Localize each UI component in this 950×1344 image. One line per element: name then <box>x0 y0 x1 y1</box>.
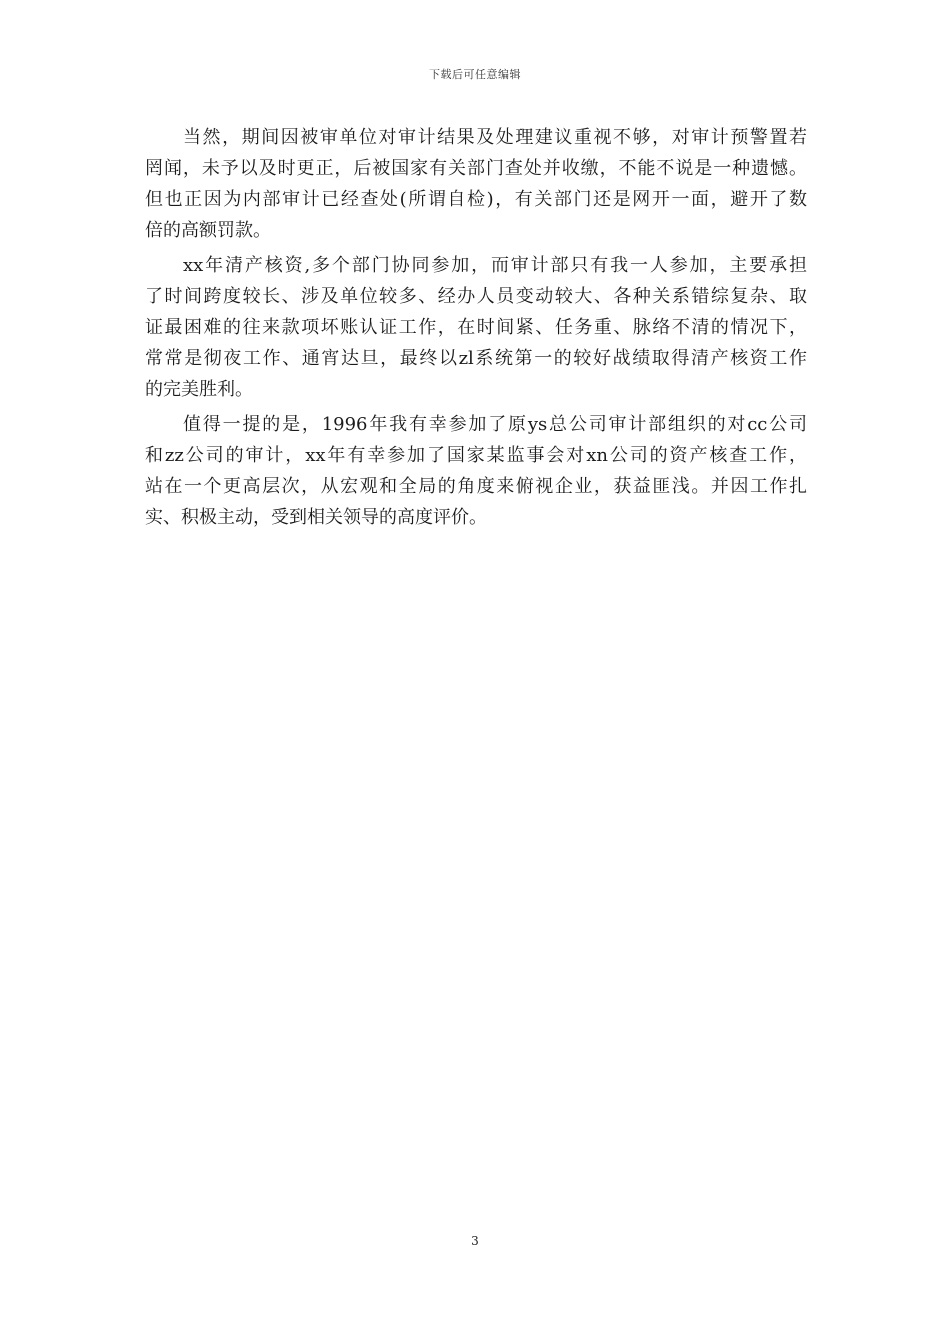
paragraph-3 <box>145 409 807 533</box>
document-body <box>145 122 807 537</box>
paragraph-line: 站在一个更高层次，从宏观和全局的角度来俯视企业，获益匪浅。并因工作扎 <box>145 476 807 497</box>
paragraph-line: 罔闻，未予以及时更正，后被国家有关部门查处并收缴，不能不说是一种遗憾。 <box>145 158 807 179</box>
page-number: 3 <box>471 1234 479 1248</box>
paragraph-line: 的完美胜利。 <box>145 379 253 400</box>
paragraph-2 <box>145 250 807 405</box>
paragraph-line: 证最困难的往来款项坏账认证工作，在时间紧、任务重、脉络不清的情况下， <box>145 317 807 338</box>
paragraph-line: 实、积极主动，受到相关领导的高度评价。 <box>145 507 487 528</box>
paragraph-line: 倍的高额罚款。 <box>145 220 271 241</box>
paragraph-line: 和zz公司的审计，xx年有幸参加了国家某监事会对xn公司的资产核查工作， <box>145 445 807 466</box>
paragraph-line: 常常是彻夜工作、通宵达旦，最终以zl系统第一的较好战绩取得清产核资工作 <box>145 348 807 369</box>
paragraph-line: 但也正因为内部审计已经查处(所谓自检)，有关部门还是网开一面，避开了数 <box>145 189 807 210</box>
page-header: 下载后可任意编辑 <box>429 68 521 81</box>
paragraph-line: xx年清产核资,多个部门协同参加，而审计部只有我一人参加，主要承担 <box>183 255 807 276</box>
paragraph-1 <box>145 122 807 246</box>
paragraph-line: 值得一提的是，1996年我有幸参加了原ys总公司审计部组织的对cc公司 <box>183 414 807 435</box>
paragraph-line: 了时间跨度较长、涉及单位较多、经办人员变动较大、各种关系错综复杂、取 <box>145 286 807 307</box>
paragraph-line: 当然，期间因被审单位对审计结果及处理建议重视不够，对审计预警置若 <box>183 127 807 148</box>
